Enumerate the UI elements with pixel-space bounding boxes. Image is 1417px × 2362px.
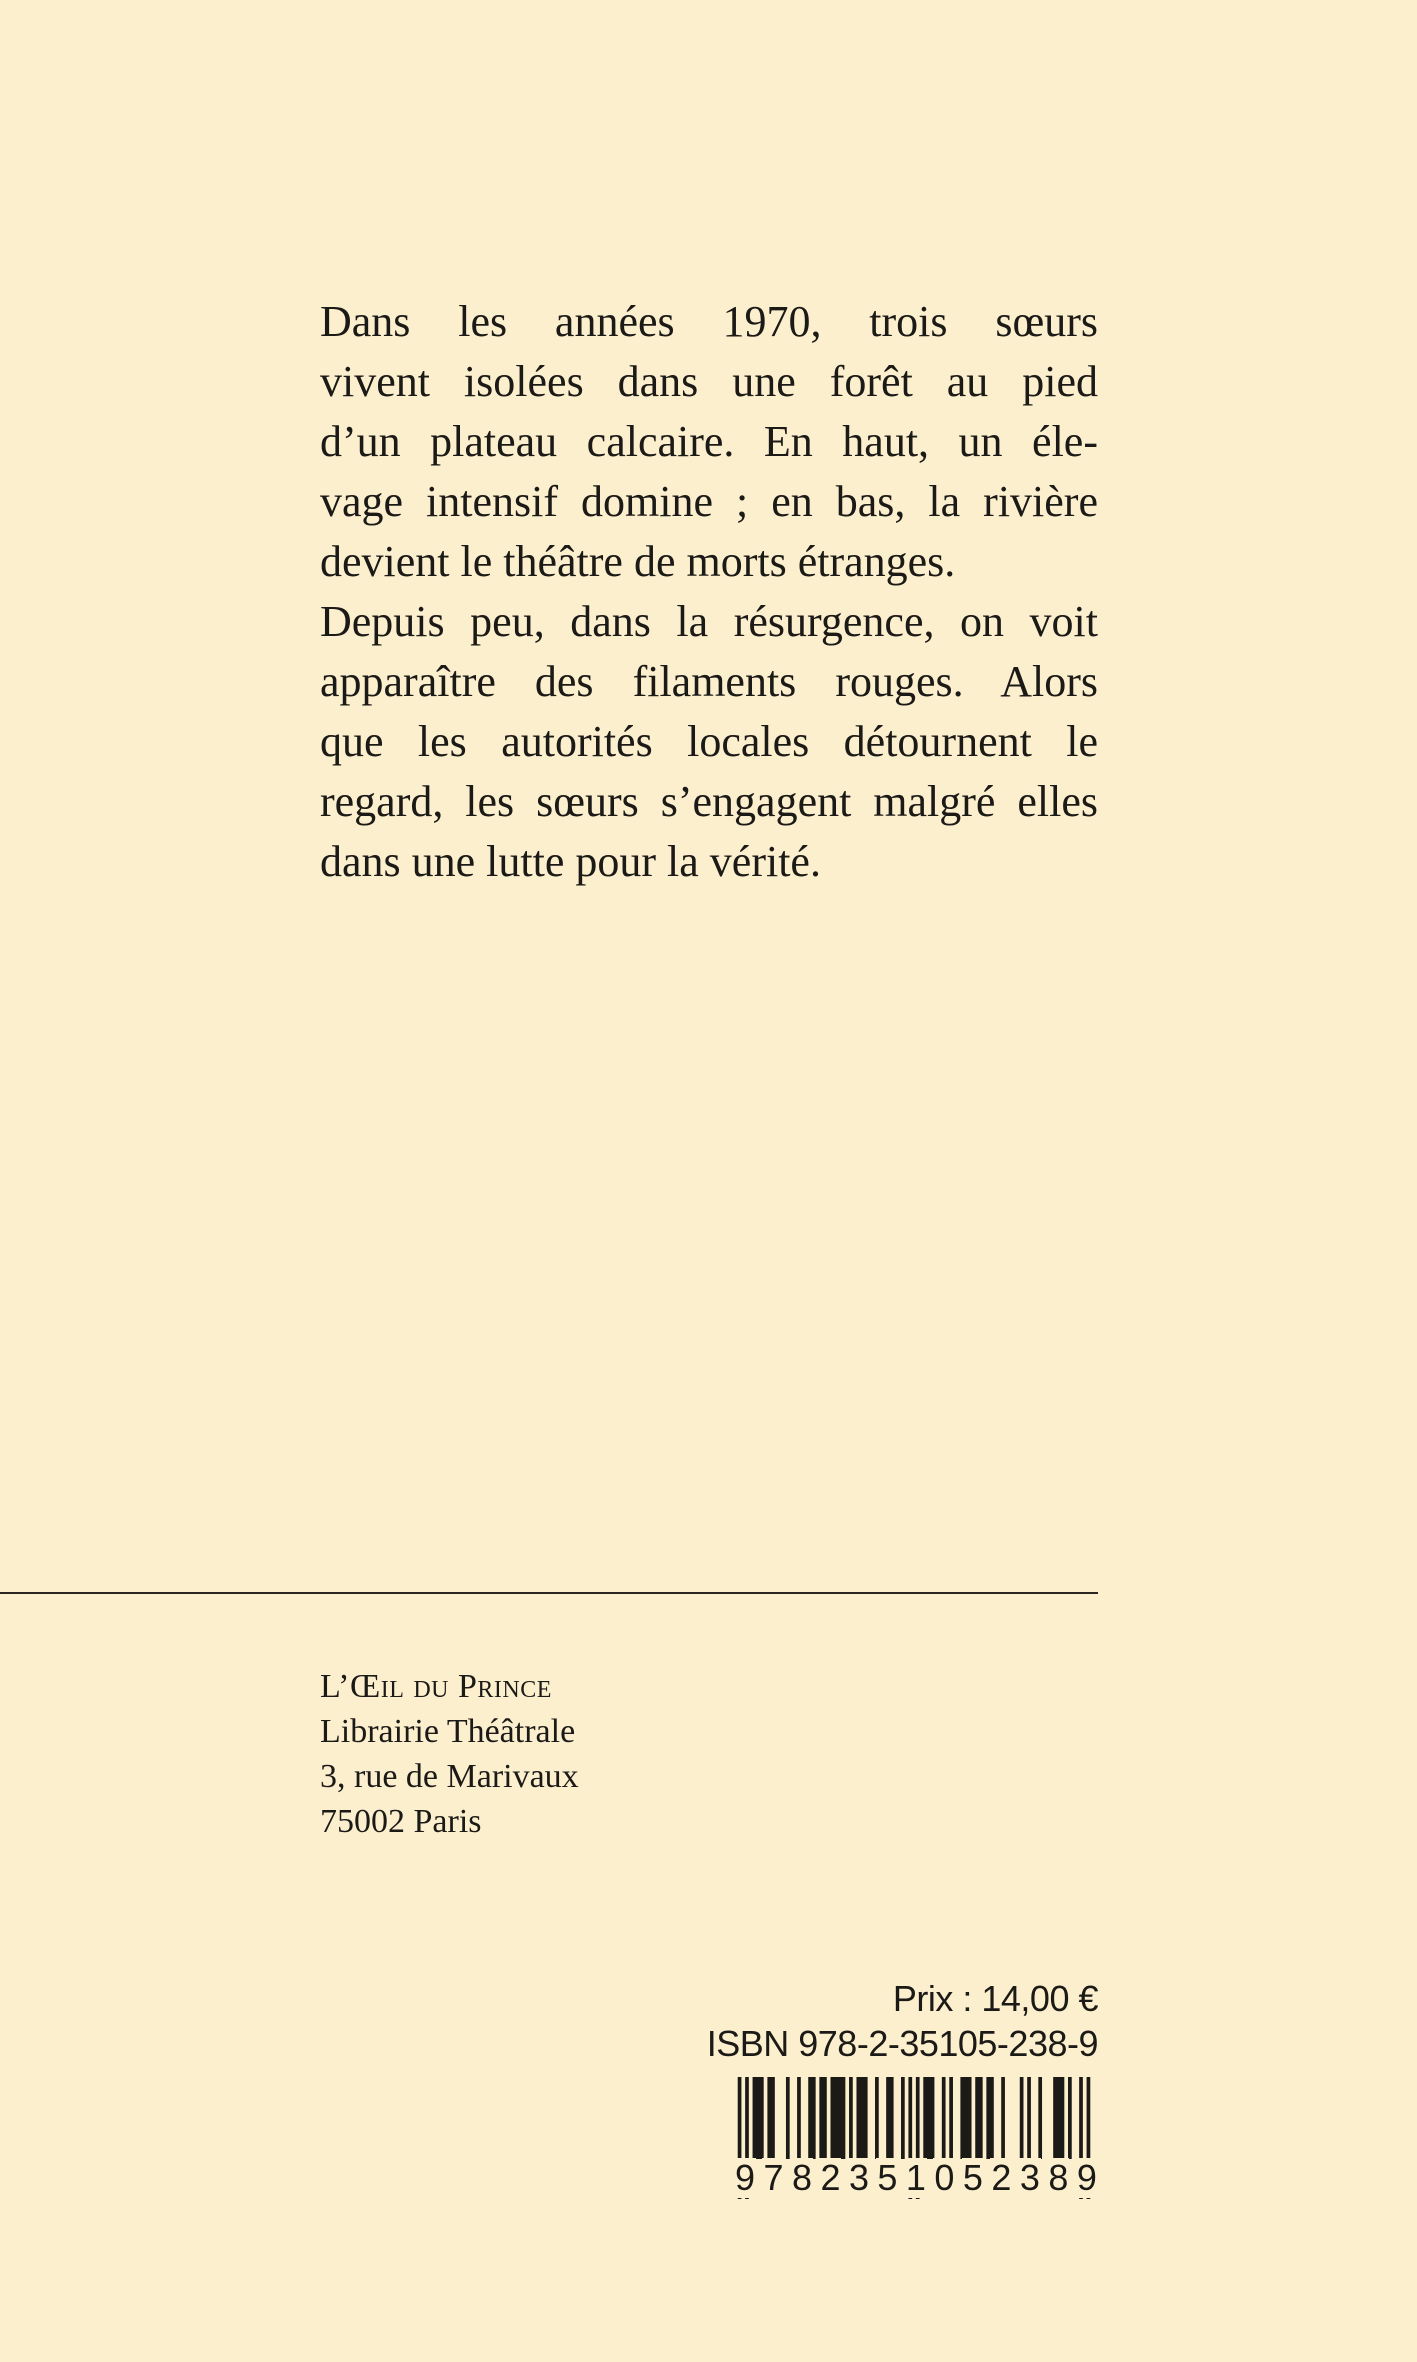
barcode-digit: 5: [962, 2157, 983, 2198]
barcode-bar: [986, 2077, 993, 2159]
barcode-bar: [1027, 2077, 1031, 2159]
barcode-bar: [949, 2077, 953, 2159]
barcode-digit: 9: [1076, 2157, 1097, 2198]
barcode-bar: [786, 2077, 790, 2159]
barcode-digit: 8: [1048, 2157, 1069, 2198]
blurb-line: que les autorités locales détournent le: [320, 717, 1098, 766]
barcode-digit: 3: [1019, 2157, 1040, 2198]
blurb-line: Dans les années 1970, trois sœurs: [320, 297, 1098, 346]
barcode-bar: [1001, 2077, 1005, 2159]
blurb-line: vivent isolées dans une forêt au pied: [320, 357, 1098, 406]
barcode-digit: 7: [763, 2157, 784, 2198]
barcode-bar: [767, 2077, 774, 2159]
barcode-bar: [1038, 2077, 1042, 2159]
barcode-bar: [797, 2077, 801, 2159]
barcode-bar: [808, 2077, 815, 2159]
barcode-digits: [734, 2158, 1098, 2198]
barcode-digit: 5: [877, 2157, 898, 2198]
barcode-bar: [875, 2077, 879, 2159]
barcode-digit: 1: [905, 2157, 926, 2198]
price-label: Prix : 14,00 €: [892, 1978, 1098, 2019]
barcode-digit: 2: [991, 2157, 1012, 2198]
barcode-bar: [960, 2077, 971, 2159]
blurb-line: dans une lutte pour la vérité.: [320, 837, 821, 886]
barcode-digit: 8: [791, 2157, 812, 2198]
publisher-address: [320, 1664, 579, 1844]
barcode-digit: 2: [820, 2157, 841, 2198]
barcode-bar: [923, 2077, 934, 2159]
barcode-bar: [942, 2077, 946, 2159]
back-cover-blurb: [320, 292, 1098, 892]
barcode-bar: [856, 2077, 867, 2159]
barcode-bar: [1053, 2077, 1064, 2159]
blurb-line: regard, les sœurs s’engagent malgré elles: [320, 777, 1098, 826]
barcode-bar: [819, 2077, 826, 2159]
price-isbn-block: [707, 1976, 1098, 2066]
publisher-city: 75002 Paris: [320, 1803, 482, 1840]
barcode-bar: [1068, 2077, 1072, 2159]
blurb-line: devient le théâtre de morts étranges.: [320, 537, 956, 586]
publisher-subtitle: Librairie Théâtrale: [320, 1713, 576, 1750]
blurb-line: vage intensif domine ; en bas, la rivière: [320, 477, 1098, 526]
barcode-bar: [886, 2077, 893, 2159]
barcode-digit: 0: [934, 2157, 955, 2198]
isbn-label: ISBN 978-2-35105-238-9: [706, 2023, 1098, 2064]
blurb-line: d’un plateau calcaire. En haut, un éle-: [320, 417, 1098, 466]
publisher-name: L’Œil du Prince: [320, 1668, 552, 1705]
publisher-street: 3, rue de Marivaux: [320, 1758, 579, 1795]
barcode-bar: [753, 2077, 764, 2159]
barcode-bar: [830, 2077, 845, 2159]
horizontal-divider: [0, 1592, 1098, 1594]
barcode-bar: [1020, 2077, 1024, 2159]
barcode-bar: [901, 2077, 905, 2159]
barcode-bar: [849, 2077, 853, 2159]
barcode-digit: 3: [848, 2157, 869, 2198]
blurb-line: Depuis peu, dans la résurgence, on voit: [320, 597, 1098, 646]
barcode-digit: 9: [735, 2157, 756, 2198]
blurb-line: apparaître des filaments rouges. Alors: [320, 657, 1098, 706]
barcode-bar: [975, 2077, 982, 2159]
